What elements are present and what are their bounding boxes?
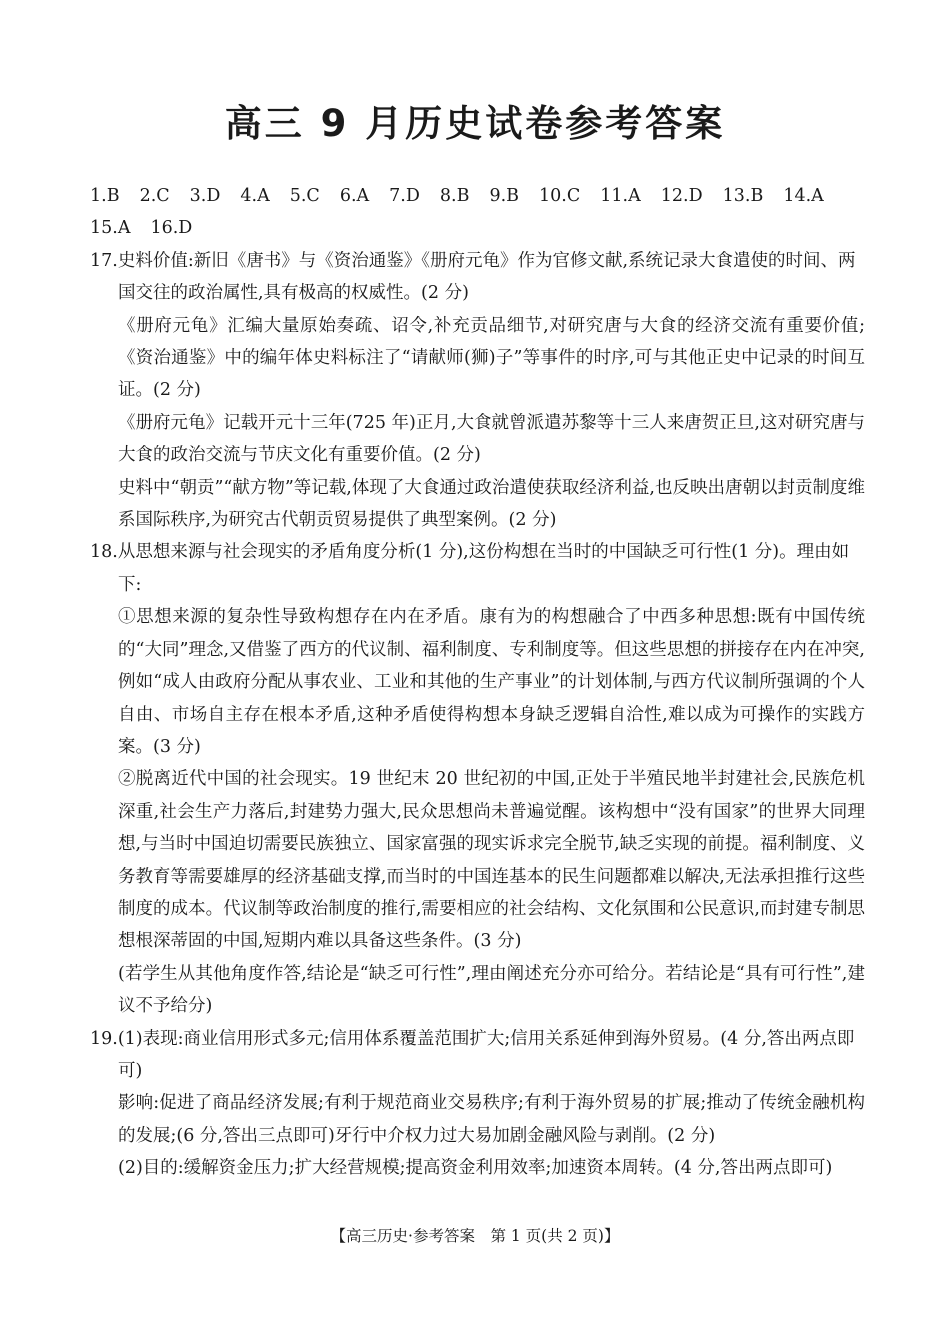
choice-answer: 3.D — [189, 186, 221, 206]
q17-paragraph: 《册府元龟》记载开元十三年(725 年)正月,大食就曾派遣苏黎等十三人来唐贺正旦,这对研究唐与大食的政治交流与节庆文化有重要价值。(2 分) — [118, 412, 865, 466]
choice-answer: 13.B — [722, 186, 764, 206]
choice-answer: 11.A — [600, 186, 641, 206]
choice-answer: 6.A — [339, 186, 370, 206]
q17-paragraph: 史料中“朝贡”“献方物”等记载,体现了大食通过政治遣使获取经济利益,也反映出唐朝以封贡制度维系国际秩序,为研究古代朝贡贸易提供了典型案例。(2 分) — [118, 477, 865, 531]
choice-answer: 4.A — [240, 186, 270, 206]
q18-paragraph: ①思想来源的复杂性导致构想存在内在矛盾。康有为的构想融合了中西多种思想:既有中国传统的“大同”理念,又借鉴了西方的代议制、福利制度、专利制度等。但这些思想的拼接存在内在冲突,例如“成人由政府分配从事农业、工业和其他的生产事业”的计划体制,与西方代议制所强调的个人自由、市场自主存在根本矛盾,这种矛盾使得构想本身缺乏逻辑自洽性,难以成为可操作的实践方案。(3 分) — [118, 607, 865, 757]
page-title: 高三 9 月历史试卷参考答案 — [224, 102, 726, 145]
choice-answer: 9.B — [489, 186, 520, 206]
choice-answer: 16.D — [150, 218, 193, 239]
q19-paragraph: (2)目的:缓解资金压力;扩大经营规模;提高资金利用效率;加速资本周转。(4 分,答出两点即可) — [118, 1158, 833, 1179]
choice-answer: 1.B — [90, 186, 120, 206]
q18-paragraph: ②脱离近代中国的社会现实。19 世纪末 20 世纪初的中国,正处于半殖民地半封建社会,民族危机深重,社会生产力落后,封建势力强大,民众思想尚未普遍觉醒。该构想中“没有国家”的世界大同理想,与当时中国迫切需要民族独立、国家富强的现实诉求完全脱节,缺乏实现的前提。福利制度、义务教育等需要雄厚的经济基础支撑,而当时的中国连基本的民生问题都难以解决,无法承担推行这些制度的成本。代议制等政治制度的推行,需要相应的社会结构、文化氛围和公民意识,而封建专制思想根深蒂固的中国,短期内难以具备这些条件。(3 分) — [118, 769, 865, 952]
choice-answer: 15.A — [90, 218, 131, 239]
q17-paragraph: 《册府元龟》汇编大量原始奏疏、诏令,补充贡品细节,对研究唐与大食的经济交流有重要价值;《资治通鉴》中的编年体史料标注了“请献师(狮)子”等事件的时序,可与其他正史中记录的时间互证。(2 分) — [118, 315, 865, 401]
q17-lead: 17.史料价值:新旧《唐书》与《资治通鉴》《册府元龟》作为官修文献,系统记录大食遣使的时间、两国交往的政治属性,具有极高的权威性。(2 分) — [90, 250, 856, 304]
choice-answer: 2.C — [139, 186, 170, 206]
answer-content — [90, 180, 865, 1185]
choice-answer: 8.B — [439, 186, 470, 206]
q18-lead: 18.从思想来源与社会现实的矛盾角度分析(1 分),这份构想在当时的中国缺乏可行性(1 分)。理由如下: — [90, 542, 850, 595]
choice-answers — [90, 180, 865, 245]
page-footer: 【高三历史·参考答案 第 1 页(共 2 页)】 — [330, 1227, 620, 1245]
choice-answer: 14.A — [783, 186, 824, 206]
q19-paragraph: 影响:促进了商品经济发展;有利于规范商业交易秩序;有利于海外贸易的扩展;推动了传统金融机构的发展;(6 分,答出三点即可)牙行中介权力过大易加剧金融风险与剥削。(2 分) — [118, 1093, 865, 1146]
q18-paragraph: (若学生从其他角度作答,结论是“缺乏可行性”,理由阐述充分亦可给分。若结论是“具有可行性”,建议不予给分) — [118, 963, 865, 1017]
q19-lead: 19.(1)表现:商业信用形式多元;信用体系覆盖范围扩大;信用关系延伸到海外贸易。(4 分,答出两点即可) — [90, 1028, 855, 1081]
choice-answer: 10.C — [539, 186, 581, 206]
choice-answer: 7.D — [389, 186, 420, 206]
choice-answer: 12.D — [660, 186, 703, 206]
choice-answer: 5.C — [289, 186, 320, 206]
